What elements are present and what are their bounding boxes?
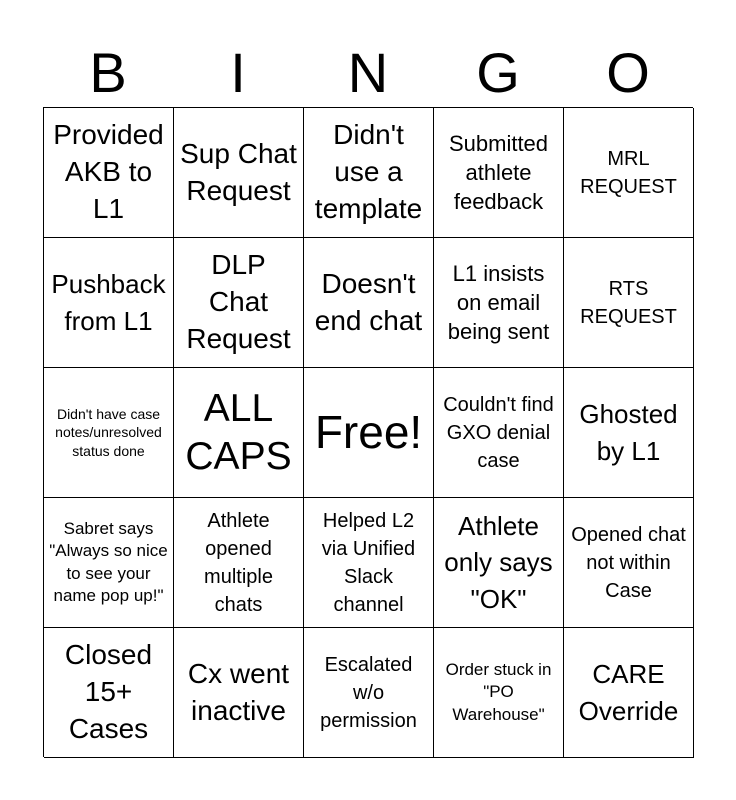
cell-text: Athlete only says "OK"	[444, 510, 553, 614]
bingo-cell[interactable]	[434, 628, 564, 758]
cell-text: Athlete opened multiple chats	[204, 509, 273, 616]
header-letter-o: O	[606, 41, 650, 104]
bingo-cell[interactable]	[304, 108, 434, 238]
header-letter-i: I	[230, 41, 246, 104]
cell-text: Provided AKB to L1	[53, 119, 164, 224]
bingo-cell[interactable]	[434, 368, 564, 498]
cell-text: MRL REQUEST	[580, 147, 677, 198]
cell-text: ALL CAPS	[185, 386, 292, 478]
bingo-cell[interactable]	[564, 238, 694, 368]
bingo-cell[interactable]	[44, 498, 174, 628]
bingo-cell[interactable]	[564, 108, 694, 238]
header-letter-n: N	[347, 41, 389, 104]
cell-text: Couldn't find GXO denial case	[443, 393, 554, 472]
bingo-cell[interactable]	[434, 238, 564, 368]
cell-text: Doesn't end chat	[314, 267, 423, 336]
cell-text: Didn't have case notes/unresolved status done	[55, 406, 162, 459]
bingo-cell[interactable]	[174, 238, 304, 368]
bingo-cell[interactable]	[564, 628, 694, 758]
cell-text: Cx went inactive	[187, 657, 290, 726]
bingo-cell[interactable]	[174, 108, 304, 238]
header-letter-b: B	[89, 41, 127, 104]
cell-text: Opened chat not within Case	[571, 523, 686, 602]
cell-text: L1 insists on email being sent	[447, 260, 550, 345]
bingo-header	[43, 40, 693, 106]
bingo-cell[interactable]	[304, 628, 434, 758]
bingo-cell[interactable]	[174, 628, 304, 758]
cell-text: DLP Chat Request	[186, 249, 291, 354]
cell-text: Free!	[314, 406, 423, 459]
bingo-cell[interactable]	[434, 498, 564, 628]
bingo-cell[interactable]	[564, 498, 694, 628]
cell-text: Escalated w/o permission	[320, 653, 417, 732]
cell-text: RTS REQUEST	[580, 277, 677, 328]
bingo-cell[interactable]	[174, 368, 304, 498]
bingo-cell[interactable]	[44, 628, 174, 758]
cell-text: Order stuck in "PO Warehouse"	[445, 659, 552, 724]
cell-text: Pushback from L1	[51, 269, 166, 336]
header-letter-g: G	[476, 41, 520, 104]
bingo-cell[interactable]	[44, 238, 174, 368]
cell-text: Didn't use a template	[314, 119, 423, 224]
bingo-cell[interactable]	[44, 368, 174, 498]
bingo-cell[interactable]	[174, 498, 304, 628]
cell-text: Ghosted by L1	[579, 399, 678, 466]
cell-text: CARE Override	[578, 659, 679, 726]
bingo-cell[interactable]	[434, 108, 564, 238]
cell-text: Sabret says "Always so nice to see your name pop up!"	[49, 518, 168, 605]
cell-text: Sup Chat Request	[180, 137, 297, 206]
bingo-cell[interactable]	[304, 238, 434, 368]
bingo-board	[43, 107, 693, 757]
cell-text: Submitted athlete feedback	[448, 130, 549, 215]
free-space-cell[interactable]	[304, 368, 434, 498]
bingo-cell[interactable]	[304, 498, 434, 628]
bingo-cell[interactable]	[564, 368, 694, 498]
bingo-cell[interactable]	[44, 108, 174, 238]
cell-text: Helped L2 via Unified Slack channel	[321, 509, 416, 616]
cell-text: Closed 15+ Cases	[64, 639, 153, 744]
